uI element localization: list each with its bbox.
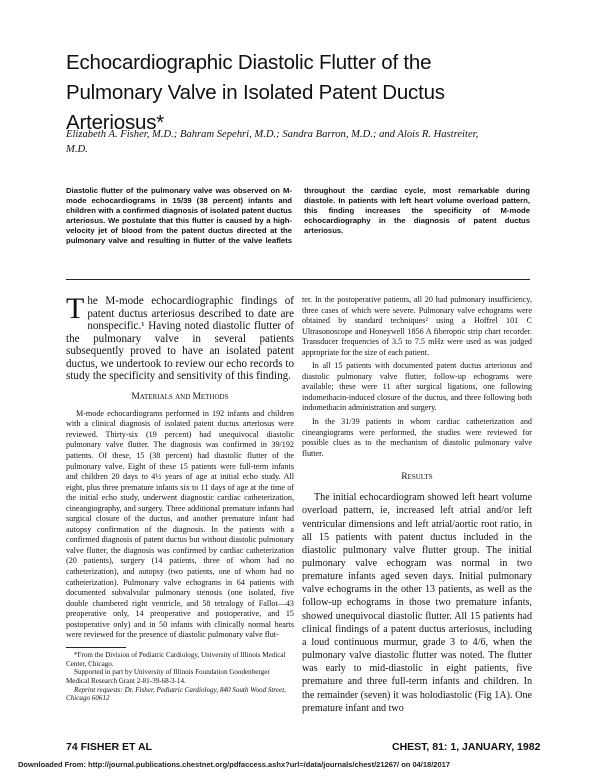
methods-paragraph-4: In the 31/39 patients in whom cardiac catheterization and cineangiograms were performed, the studies were reviewed for possible clues as to the mechanism of diastolic pulmonary valve flutter. bbox=[302, 417, 532, 458]
page-folio: 74 FISHER ET AL bbox=[66, 741, 152, 753]
drop-cap: T bbox=[66, 292, 85, 325]
footnote-reprint: Reprint requests: Dr. Fisher, Pediatric Cardiology, 840 South Wood Street, Chicago 60612 bbox=[66, 685, 286, 703]
abstract-text: Diastolic flutter of the pulmonary valve was observed on M-mode echocardiograms in 15/39 (38 percent) infants and children with a confirmed diagnosis of isolated patent ductus arteriosus. We postulate that this flutter is caused by a high-velocity jet of blood from the patent ductus directed at the pulmonary valve and resulting in flutter of the valve leaflets throughout the cardiac cycle, most remarkable during diastole. In patients with left heart volume overload pattern, this finding increases the specificity of M-mode echocardiography in the diagnosis of patent ductus arteriosus. bbox=[66, 186, 530, 246]
intro-paragraph bbox=[66, 292, 294, 383]
author-list: Elizabeth A. Fisher, M.D.; Bahram Sepehri, M.D.; Sandra Barron, M.D.; and Alois R. Hastreiter, M.D. bbox=[66, 129, 479, 155]
journal-citation: CHEST, 81: 1, JANUARY, 1982 bbox=[392, 741, 541, 753]
results-paragraph: The initial echocardiogram showed left heart volume overload pattern, ie, increased left atrial and/or left ventricular dimensions and left atrial/aortic root ratio, in all 15 patients with patent ductus included in the diastolic pulmonary valve flutter group. The initial pulmonary valve echogram was normal in two premature infants aged seven days. Initial pulmonary valve echograms in the other 13 patients, as well as the follow-up echograms in those two premature infants, showed unequivocal diastolic flutter. All 15 patients had clinical findings of a patent ductus arteriosus, including a loud continuous murmur, grade 3 to 4/6, when the pulmonary valve diastolic flutter was noted. The flutter was early to mid-diastolic in eight patients, five premature and three full-term infants and children. In the remainder (seven) it was holodiastolic (Fig 1A). One premature infant and two bbox=[302, 492, 532, 714]
footnote-divider bbox=[66, 647, 126, 648]
footnote-affiliation: *From the Division of Pediatric Cardiology, University of Illinois Medical Center, Chicago. bbox=[66, 650, 286, 668]
left-column bbox=[66, 292, 294, 703]
results-heading: Results bbox=[401, 472, 433, 483]
abstract bbox=[66, 186, 530, 247]
download-notice: Downloaded From: http://journal.publications.chestnet.org/pdfaccess.ashx?url=/data/journals/chest/21267/ on 04/18/2017 bbox=[18, 760, 450, 769]
methods-heading: Materials and Methods bbox=[131, 391, 229, 402]
article-title: Echocardiographic Diastolic Flutter of the Pulmonary Valve in Isolated Patent Ductus Arteriosus* bbox=[66, 51, 445, 134]
right-column bbox=[302, 295, 532, 715]
methods-paragraph-3: In all 15 patients with documented patent ductus arteriosus and diastolic pulmonary valve flutter, follow-up echograms were available; these were 11 after surgical ligations, one following indomethacin-induced closure of the ductus, and three following both indomethacin administration and surgery. bbox=[302, 361, 532, 413]
intro-text: he M-mode echocardiographic findings of patent ductus arteriosus described to date are nonspecific.¹ Having noted diastolic flutter of the pulmonary valve in several patients subsequently proved to have an isolated patent ductus, we undertook to review our echo records to study the specificity and sensitivity of this finding. bbox=[66, 295, 294, 383]
methods-paragraph-1: M-mode echocardiograms performed in 192 infants and children with a clinical diagnosis of isolated patent ductus arteriosus were reviewed. Thirty-six (19 percent) had unequivocal diastolic pulmonary valve flutter. The diagnosis was confirmed in 39/192 patients. Of these, 15 (38 percent) had diastolic flutter of the pulmonary valve. Eight of these 15 patients were full-term infants and children 20 days to 4½ years of age at initial echo study. All eight, plus three premature infants six to 11 days of age at the time of the initial echo study, underwent diagnostic cardiac catheterization, cineangiography, and surgery. Three additional premature infants had surgical closure of the ductus, and another premature infant had autopsy confirmation of the diagnosis. In the patients with a confirmed diagnosis of patent ductus but without diastolic pulmonary valve flutter, the diagnosis was confirmed by cardiac catheterization (20 patients), surgery (14 patients, three of whom had no catheterization), and autopsy (two patients, one of whom had no catheterization). Pulmonary valve echograms in 64 patients with documented subvalvular pulmonary stenosis (one isolated, five double chambered right ventricle, and 58 tetralogy of Fallot—43 preoperative only, 14 preoperative and postoperative, and 15 postoperative only) and in 50 infants with clinically normal hearts were reviewed for the presence of diastolic pulmonary valve flut- bbox=[66, 408, 294, 640]
footnote-support: Supported in part by University of Illinois Foundation Goodenberger Medical Research Grant 2-81-39-68-3-14. bbox=[66, 668, 270, 685]
abstract-divider bbox=[66, 279, 530, 280]
methods-paragraph-2: ter. In the postoperative patients, all 20 had pulmonary insufficiency, three cases of which were severe. Pulmonary valve echograms were obtained by standard techniques² using a Hoffrel 101 C Ultrasonoscope and Honeywell 1856 A fiberoptic strip chart recorder. Transducer frequencies of 3.5 to 7.5 mHz were used as was judged appropriate for the size of each patient. bbox=[302, 295, 532, 357]
